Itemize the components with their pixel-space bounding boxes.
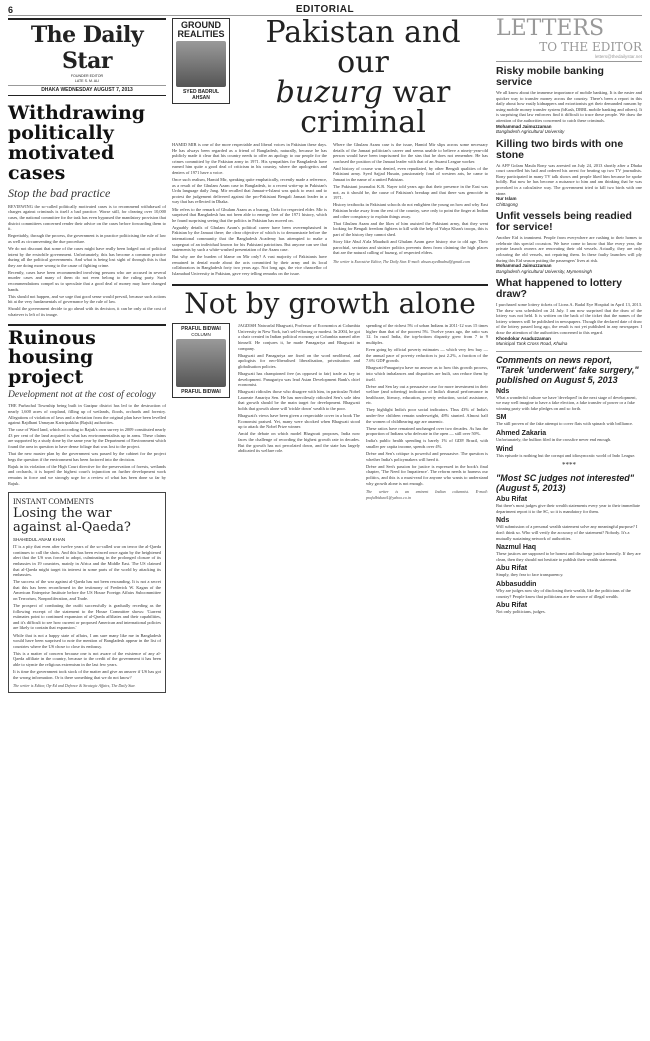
comment-text: But there's most judges give their wealth statements every year to their immediate department report it to the SC, so it is mandatory for them. [496, 503, 640, 514]
founder-label: FOUNDER EDITOR [70, 74, 104, 78]
editorial-1-deck: Stop the bad practice [8, 185, 111, 200]
paragraph: Bhagwati has championed free (as opposed to fair) trade as key to development. Panagariya was lead Asian Development Bank's chief economist. [238, 370, 360, 388]
letter-title: Risky mobile banking service [496, 65, 604, 88]
column-label: GROUND REALITIES [177, 20, 225, 39]
issue-date: DHAKA WEDNESDAY AUGUST 7, 2013 [8, 85, 166, 93]
comment-text: Will submission of a personal wealth statement solve any meaningful purpose? I don't think so. Who will verify the accuracy of the statement? Nobody. It's a mutually sustaining network of authorities. [496, 524, 638, 541]
commenter-name: Nds [496, 517, 510, 525]
commenter-name: Abu Rifat [496, 602, 528, 610]
letter-signature: Khondokar Asaduzzaman [496, 335, 551, 341]
paragraph: That Ghulam Azam and the likes of him assisted the Pakistani army, that they went looking for Bengali freedom fighters to kill with the help of Yahya Khan's troops, this is part of the history they cannot shed. [333, 220, 488, 237]
letter-body: At AFP Golam Maula Rony was arrested on July 24, 2013 shortly after a Dhaka court cancelled his bail and ordered his arrest for beating up two TV journalists. Rony participated in many TV talk shows and people liked him because he spoke boldly. But now he has become a nuisance to him and am thinking that he was provoked in a calculative way. The government tried to kill two birds with one stone. [496, 162, 642, 196]
author-photo [176, 339, 226, 387]
commenter-name: Abu Rifat [496, 565, 528, 573]
masthead [8, 18, 166, 96]
editorial-2-title: Ruinous housing project [8, 324, 166, 389]
title-part: Pakistan and our [265, 15, 461, 80]
paragraph: Drèze and Sen lay out a persuasive case for more investment in their welfare (and sobering) indicators of India's dismal performance in healthcare, literacy, education, poverty reduction, social assistance, etc. [366, 383, 488, 406]
commenter-name: Wind [496, 445, 514, 453]
article-2-title: Not by growth alone [184, 287, 476, 321]
letter-item [496, 66, 642, 135]
paragraph: Amid the debate on which model Bhagwati proposes, India now faces the challenge of recording the highest growth rate in decades. But the growth has not percolated down, and the state has largely abdicated its welfare role. [238, 431, 360, 454]
letter-place: Bangladesh Agricultural University, Mymensingh [496, 268, 593, 274]
letters-email: letters@thedailystar.net [496, 54, 642, 62]
instant-footnote: The writer is Editor, Op-Ed and Defence & Strategic Affairs, The Daily Star. [13, 683, 136, 689]
paragraph: Recently, cases have been recommended involving persons who are accused in several murder cases and many of them do not even belong to the ruling party. Such recommendations compel us to speculate that a good deal of money may have changed hands. [8, 269, 166, 292]
letter-place: Bangladesh Agricultural University [496, 129, 565, 135]
comment-item [496, 581, 642, 599]
comment-text: Not only politicians, judges. [496, 609, 546, 615]
letter-body: We all know about the immense importance of mobile banking. It is the easier and quicker way to transfer money across the country. There's been a report in this daily about how easily kidnappers and extortionists get their demanded ransom by using mobile money transfer system (bKash, DBBL mobile banking and others). It is surprising that law enforcers find it difficult to trace these people. We draw the attention of the authorities concerned to catch these criminals. [496, 90, 642, 123]
comment-item [496, 565, 642, 578]
paragraph: Story like Abul A'ala Maududi and Ghulam Azam gave history rise to old age. Their parochial, sectarian and sinister politics prevents them from claiming the high places that are the natural calling of buzurg, of respected elders. [333, 239, 488, 256]
paragraph: This is a matter of concern because one is not aware of the existence of any al-Qaeda affiliate in the country, because to the credit of the government it has been able to stymie the religious extremism in the last few years. [13, 650, 161, 668]
paragraph: JAGDISH Natwarlal Bhagwati, Professor of Economics at Columbia University in New York, isn't self-effacing or modest. In 2004, he got a chair created in Indian political economy at Columbia named after himself. He conjures it, he made Panagariya and Bhagwati in company. [238, 323, 360, 351]
comment-item [496, 414, 642, 427]
comment-text: The still proven of the fake attempt to cover flats with spinach with brilliance. [496, 421, 634, 427]
letter-item [496, 211, 642, 274]
paragraph: The prospect of combating the outfit successfully is gradually receding as the following excerpt of the statement to the House Committee shows: 'Current estimates point to continued expansion of al-Qaeda affiliates and their capabilities, and it's difficult to see how current or proposed American and international policies are likely to contain that expansion.' [13, 603, 161, 631]
article-2-body-b [366, 323, 488, 500]
comment-item [496, 496, 642, 514]
comment-text: Why are judges now shy of disclosing their wealth, like the politicians of the country? People know that politicians are the source of illegal wealth. [496, 587, 631, 599]
comments-heading-1: Comments on news report, "Tarek 'underwent' fake surgery," published on August 5, 2013 [496, 351, 642, 385]
letter-item [496, 139, 642, 208]
article-1-body-a [172, 142, 327, 278]
paragraph: While that is not a happy state of affairs, I am sure many like me in Bangladesh would have been surprised to note the mention of Bangladesh appear in the list of countries where the US chose to close its embassy. [13, 632, 161, 649]
instant-kicker: INSTANT COMMENTS [13, 497, 94, 507]
paragraph: That the new master plan by the government was passed by the cabinet for the project begs the question if the environment has been factored into the decision. [8, 451, 166, 462]
paragraph: This should not happen, and we urge that good sense would prevail, because such actions hit at the very fundamentals of governance by the rule of law. [8, 293, 166, 305]
paragraph: Drèze and Sen's critique is powerful and persuasive. The question is whether India's policymakers will heed it. [366, 451, 488, 462]
article-1-footnote: The writer is Executive Editor, The Daily Star. E-mail: ahsan.syedbadrul@gmail.com [333, 258, 470, 264]
instant-comments-box [8, 492, 166, 693]
commenter-name: Nds [496, 387, 510, 395]
paragraph: The case of Ward land, which according to Rajuk's own survey in 2009 constituted nearly 43 per cent of the land acquired is what has environmentalists up in arms. These claims are supported by a study done by the same year by the Department of Environment which found the area in question to have dense foliage that was lost to the project. [8, 427, 166, 449]
letter-title: Killing two birds with one stone [496, 137, 624, 161]
author-name: PRAFUL BIDWAI [181, 389, 221, 396]
section-separator: **** [562, 461, 576, 470]
comment-text: This episode is nothing but the corrupt and idiosyncratic world of Indo League. [496, 452, 636, 458]
comment-text: Simply, they fear to face transparency. [496, 572, 564, 578]
paragraph: Should the government decide to go ahead with its decision, it can be only at the cost of whatever is left of its image. [8, 306, 166, 317]
paragraph: But why are the burden of blame on Mir only? A vast majority of Pakistanis have remained in denial mode about the acts committed by their army and its local collaborators in Bangladesh forty two years ago. Not long ago, the vice chancellor of Islamabad University in Pakistan, gave very telling remarks on the issue. [172, 254, 327, 277]
column-box [172, 323, 230, 398]
paragraph: We do not discount that some of the cases might have really been lodged out of political intent by the erstwhile government. Unfortunately, this has become a common practice during all the political governments. And what is being lost sight of through this is that they are doing more wrong to the cause of fighting crime. [8, 245, 166, 268]
editorial-1-title: Withdrawing politically motivated cases [8, 102, 146, 184]
section-label: EDITORIAL [295, 4, 355, 15]
paragraph: History textbooks in Pakistani schools do not enlighten the young on how and why East Pakistan broke away from the rest of the country, save only to point the finger at Indian and other conspiracy to explain things away. [333, 202, 488, 219]
paragraph: Arguably details of Ghulam Azam's political career have been overemphasised in Pakistan by the Jamaat there; the clear objective of which is to demonstrate before the international community that the Bangladesh Academy has attempted to make a scapegoat of an individual known for his Pakistani patriotism. But anyone can see that statements by such a white-washed presentation of the Azam case. [172, 224, 327, 253]
article-1-body-b [333, 142, 488, 278]
letter-signature: Mohammad Jaimuzzaman [496, 263, 552, 269]
letter-title: Unfit vessels being readied for service! [496, 210, 632, 234]
article-2-body-a [238, 323, 360, 500]
title-part: war criminal [300, 75, 451, 140]
ground-realities-box [172, 18, 230, 104]
letter-signature: Nur Islam [496, 196, 517, 202]
letter-place: Chittagong [496, 201, 518, 207]
paragraph: The Pakistani journalist K.R. Nayer told years ago that their presence in the East was not, as it should be, the cause of Pakistan's breakup and that there was genocide in 1971. [333, 184, 488, 201]
author-photo [176, 41, 226, 87]
paragraph: IT is a pity that even after twelve years of the so-called war on terror the al-Qaeda continues to call the shots. And this has been evinced once again by the heightened alert that the US was forced to adopt, culminating in the prolonged closure of its embassies in 19 countries, mainly in Africa and the Middle East. The US claimed that al-Qaeda might target its interest in some parts of the world by attacking its embassies. [13, 544, 161, 578]
comment-item [496, 430, 642, 443]
paragraph: Mir refers to the remark of Ghulam Azam as a buzurg, Urdu for respected elder. Mir is surprised that Bangladesh has not been able to emerge free of the 1971 history, which he found surprising seeing that the politics in Pakistan has moved on. [172, 206, 327, 223]
paragraph: HAMID MIR is one of the more respectable and liberal voices in Pakistan these days. He has always been regarded as a friend of Bangladesh, naturally, because he has publicly made it clear that his country needs to offer an apology to our people for the crimes committed by the Pakistan army in 1971. His sympathies for Bangladesh have earned him quite a good deal of criticism in his country, where the apologetics and deniers of 1971 have a voice. [172, 142, 327, 175]
comment-item [496, 544, 642, 562]
paragraph: Bhagwati's views have been given a respectable cover in a book The Economist praised. Yet, many were shocked when Bhagwati stood up to attack the Nobel Prize winner. [238, 413, 360, 430]
paragraph: THE Purbachal Township being built in Gazipur district has led to the destruction of nearly 1,600 acres of cropland, filling up of wetlands, floods, orchards and forestry. Allegations of violation of laws and a deviation from the original plan have been levelled against Rajdhani Unnayan Kartripakkha (Rajuk) authorities. [8, 403, 166, 426]
instant-title: Losing the war against al-Qaeda? [13, 506, 131, 536]
editorial-2-body [8, 403, 166, 486]
paragraph: Where the Ghulam Azam case is the issue, Hamid Mir slips across some necessary details of the Jamaat politician's career and seems unable to believe a ninety-year-old person would have been imprisoned for the sins that he does not remember. He has confused the position of the Jamaat leader with that of an Awami League worker. [333, 142, 488, 164]
column-label: PRAFUL BIDWAI [181, 326, 221, 333]
letter-title: What happened to lottery draw? [496, 277, 622, 301]
paragraph: Rajuk in its violation of the High Court directive for the preservation of forests, wetlands and orchards, it is hoped the highest court's injunction on further development work remains in force and we strongly urge for a review of what has been done so far by Rajuk. [8, 463, 166, 486]
paragraph: It is time the government took stock of the matter and give an answer if US has got the wrong information. Or is there something that we do not know? [13, 669, 161, 680]
paragraph: Bhagwati and Panagariya are fixed on the word neoliberal, and apologists for neo-liberalised liberalisation, privatisation and globalisation policies. [238, 352, 360, 369]
commenter-name: Abbasuddin [496, 580, 537, 588]
commenter-name: SM [496, 414, 507, 422]
paragraph: And history of course was denied, even repudiated, by other Bengali qualities of the Pakistani army. Syed Sajjad Husain, passionately fond of western arts, he came to Jamaat in the name of a united Pakistan. [333, 165, 488, 183]
paragraph: Regrettably, through the process, the government is in practice politicising the rule of law as well as circumventing the due procedure. [8, 233, 166, 244]
commenter-name: Abu Rifat [496, 496, 528, 504]
commenter-name: Nazmul Haq [496, 544, 537, 552]
comment-item [496, 517, 642, 541]
comment-text: What a wonderful culture we have 'developed' in the next stage of development, we may well imagine to have a fake election, a fake transfer of power or a fake winning party with fake pledges on and so forth. [496, 394, 637, 411]
article-1-title [238, 15, 488, 140]
letter-item [496, 278, 642, 347]
paragraph: Even going by official poverty estimates — which very few buy — the annual pace of poverty reduction is just 2.2%, a fraction of the 7.6% GDP growth. [366, 347, 488, 364]
paragraph: They highlight India's poor social indicators. Thus 43% of India's under-five children remain underweight, 48% stunted. Almost half the women of childbearing age are anaemic. [366, 407, 488, 424]
left-column [8, 18, 166, 693]
comments-heading-2: "Most SC judges not interested" (August 5, 2013) [496, 473, 635, 494]
comment-text: These justices are supposed to be honest and discharge justice honestly. If they are clean, then they should not hesitate to publish their wealth statement. [496, 551, 641, 562]
commenter-name: Ahmed Zakaria [496, 430, 547, 438]
editorial-2-deck: Development not at the cost of ecology [8, 390, 156, 401]
letters-column [496, 18, 642, 615]
paragraph: India's public health spending is barely 1% of GDP. Brazil, with smaller per capita income, spends over 4%. [366, 438, 488, 450]
article-2-footnote: The writer is an eminent Indian columnist. E-mail: prafulbidwai1@yahoo.co.in [366, 489, 488, 500]
editorial-1-body [8, 204, 166, 318]
paragraph: These ratios have remained unchanged over two decades. As has the proportion of Indians who defecate in the open — still over 50%. [366, 425, 488, 437]
center-columns [172, 15, 488, 500]
letters-subheading: TO THE EDITOR [539, 40, 642, 54]
letter-body: I purchased some lottery tickets of Lions A. Badal Eye Hospital in April 13, 2013. The draw was scheduled on 24 July. I am now surprised that the draw of the lottery was not held. It is written on the back of the ticket that the names of the lottery winners will be published in newspapers. Though the declared date of draw of the lottery passed long ago, the result is not yet published in any newspaper. I draw the attention of the authorities concerned to this regard. [496, 302, 642, 336]
paragraph: Bhagwati ridicules those who disagree with him, in particular Nobel Laureate Amartya Sen. He has mercilessly ridiculed Sen's sole idea that growth should be the main target for development. Bhagwati holds that growth alone will 'trickle down' wealth to the poor. [238, 389, 360, 411]
instant-body [13, 544, 161, 680]
newspaper-logo: The Daily Star [30, 22, 144, 74]
instant-byline: SHAHEDUL ANAM KHAN [13, 537, 66, 543]
paragraph: REVIEWING the so-called politically motivated cases is to recommend withdrawal of charges against criminals is itself a bad practice. Worse still, for clearing over 10,000 cases, the national committee for the task has even bypassed the mandatory provision that district committees concerned render their advice on the cases before forwarding them to it. [8, 203, 166, 232]
letter-body: Another Eid is imminent. People from everywhere are rushing to their homes to celebrate this special occasion. We have come to know that like every year, the private launch owners are renovating their old vessels. Actually, they are only colouring the old vessels, not repairing them. In these faulty launches will ply during this Eid season putting the passengers' lives at risk. [496, 235, 642, 263]
comment-item [496, 602, 642, 615]
paragraph: spending of the richest 5% of urban Indians in 2011-12 was 15 times higher than that of the poorest 5%. Twelve years ago, the ratio was 12. In rural India, the top-bottom disparity grew from 7 to 9 multiples. [366, 323, 488, 345]
letter-signature: Mohammad Jaimuzzaman [496, 123, 552, 129]
page-number: 6 [8, 4, 14, 15]
letters-heading: LETTERS [496, 16, 605, 41]
paragraph: Drèze and Sen's passion for justice is expressed in the book's final chapter, 'The Need for Impatience'. The reform needs to harness our politics, and this is a must-read for anyone who wants to understand why growth alone is not enough. [366, 463, 488, 486]
paragraph: The success of the war against al-Qaeda has not been resounding. It is not a secret that this has been reconfirmed in the testimony of Frederick W. Kagan of the American Enterprise Institute before the US House Foreign Affairs Subcommittee on Terrorism, Nonproliferation, and Trade. [13, 579, 161, 601]
paragraph: Once such realism, Hamid Mir, speaking quite emphatically, recently made a reference, as a result of the Ghulam Azam case in Bangladesh, to a recent write-up in Pakistan's Urdu language daily Jang. Mir recalled that Jamaat-e-Islami was quick to react and to protest the judgement delivered against the pro-Pakistani Bengali Jamaat leader in a way that has reflected in Dhaka. [172, 177, 327, 205]
comment-item [496, 388, 642, 412]
author-name: SYED BADRUL AHSAN [182, 89, 220, 101]
founder-name: LATE S. M. ALI [74, 78, 100, 83]
title-italic: buzurg [275, 75, 383, 110]
column-sub: COLUMN [191, 332, 211, 338]
paragraph: Bhagwati-Panagariya have no answer as to how this growth process, into which imbalances and disparities are built, can reduce them by itself. [366, 365, 488, 382]
comment-item [496, 446, 642, 459]
letter-place: Municipal Tank Cross Road, Khulna [496, 341, 568, 347]
comment-text: Unfortunately, the bullion filed in the crossfire never end enough. [496, 437, 612, 443]
